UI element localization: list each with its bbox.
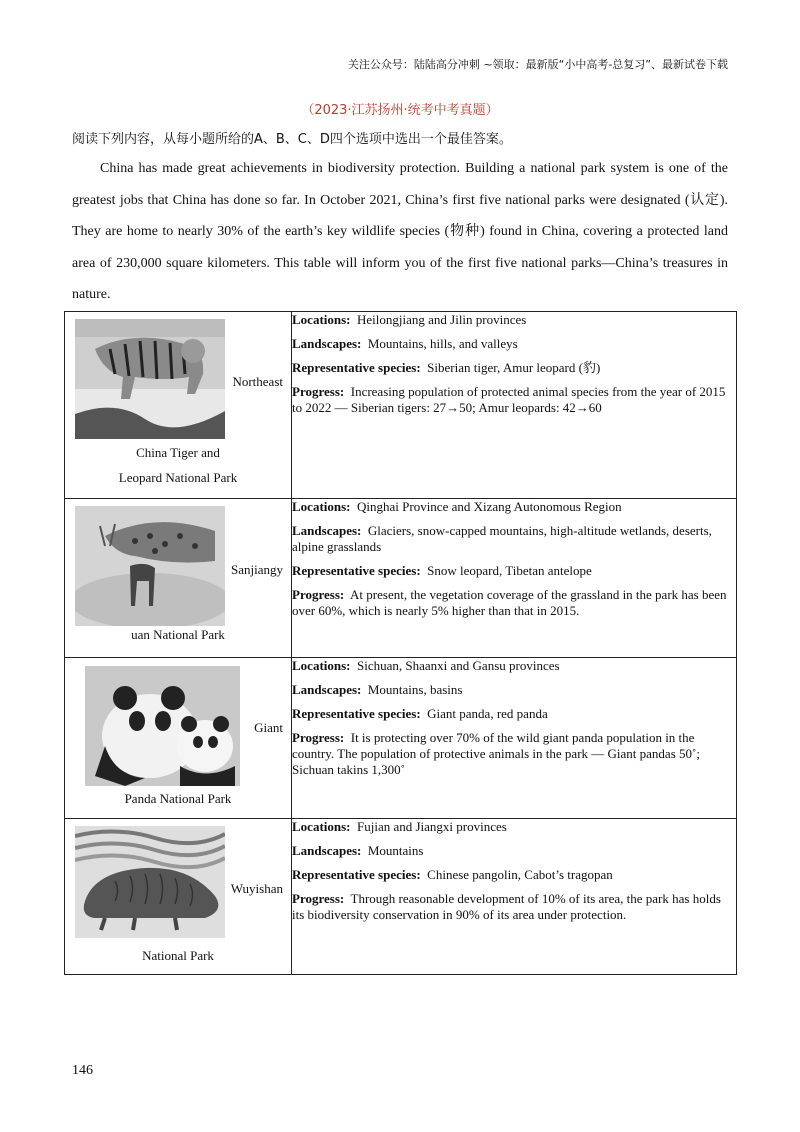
tiger-image xyxy=(75,319,225,439)
park-caption xyxy=(65,943,291,968)
progress-value: At present, the vegetation coverage of the grassland in the park has been over 60%, which is nearly 5% higher than that in 2015. xyxy=(292,587,727,618)
progress-line xyxy=(292,730,736,778)
locations-line xyxy=(292,658,736,674)
species-line xyxy=(292,360,736,376)
species-label: Representative species: xyxy=(292,360,421,375)
locations-label: Locations: xyxy=(292,312,351,327)
locations-label: Locations: xyxy=(292,819,351,834)
park-caption xyxy=(65,622,291,647)
landscapes-line xyxy=(292,336,736,352)
species-line xyxy=(292,867,736,883)
locations-label: Locations: xyxy=(292,658,351,673)
caption-line: Leopard National Park xyxy=(118,470,238,485)
landscapes-line xyxy=(292,843,736,859)
landscapes-value: Glaciers, snow-capped mountains, high-altitude wetlands, deserts, alpine grasslands xyxy=(292,523,712,554)
species-line xyxy=(292,563,736,579)
species-label: Representative species: xyxy=(292,867,421,882)
caption-line: National Park xyxy=(142,948,214,963)
progress-value: It is protecting over 70% of the wild giant panda population in the country. The population of protective animals in the park — Giant pandas 50˚; Sichuan takins 1,300˚ xyxy=(292,730,700,777)
species-value: Snow leopard, Tibetan antelope xyxy=(427,563,592,578)
park-name-part: Wuyishan xyxy=(230,881,283,896)
park-image-cell xyxy=(65,658,292,819)
progress-line xyxy=(292,891,736,923)
caption-line: Panda National Park xyxy=(124,791,232,806)
source-title: （2023·江苏扬州·统考中考真题） xyxy=(301,103,499,118)
header-note: 关注公众号：陆陆高分冲刺 ~领取：最新版“小中高考-总复习”、最新试卷下载 xyxy=(347,58,728,71)
species-value: Chinese pangolin, Cabot’s tragopan xyxy=(427,867,613,882)
park-row xyxy=(65,819,737,975)
locations-line xyxy=(292,819,736,835)
page-number: 146 xyxy=(72,1063,93,1078)
progress-line xyxy=(292,587,736,619)
parks-table xyxy=(64,311,737,975)
species-value: Siberian tiger, Amur leopard (豹) xyxy=(427,360,601,375)
landscapes-value: Mountains, hills, and valleys xyxy=(367,336,518,351)
snow-leopard-image xyxy=(75,506,225,626)
park-name-part: Sanjiangy xyxy=(231,562,283,577)
species-label: Representative species: xyxy=(292,706,421,721)
progress-label: Progress: xyxy=(292,587,345,602)
caption-line: uan National Park xyxy=(131,627,225,642)
landscapes-line xyxy=(292,682,736,698)
park-row xyxy=(65,658,737,819)
progress-value: Increasing population of protected animal species from the year of 2015 to 2022 — Siberian tigers: 27→50; Amur leopards: 42→60 xyxy=(292,384,726,415)
park-details xyxy=(292,819,737,975)
instructions: 阅读下列内容，从每小题所给的A、B、C、D四个选项中选出一个最佳答案。 xyxy=(72,132,512,147)
landscapes-label: Landscapes: xyxy=(292,336,362,351)
locations-line xyxy=(292,499,736,515)
landscapes-label: Landscapes: xyxy=(292,682,362,697)
progress-value: Through reasonable development of 10% of its area, the park has holds its biodiversity conservation in 90% of its area under protection. xyxy=(292,891,721,922)
landscapes-label: Landscapes: xyxy=(292,523,362,538)
landscapes-value: Mountains xyxy=(367,843,424,858)
species-label: Representative species: xyxy=(292,563,421,578)
progress-label: Progress: xyxy=(292,384,345,399)
landscapes-line xyxy=(292,523,736,555)
progress-label: Progress: xyxy=(292,730,345,745)
park-image-cell xyxy=(65,819,292,975)
species-line xyxy=(292,706,736,722)
locations-value: Qinghai Province and Xizang Autonomous Region xyxy=(357,499,622,514)
park-row xyxy=(65,499,737,658)
locations-value: Sichuan, Shaanxi and Gansu provinces xyxy=(357,658,560,673)
park-caption xyxy=(65,440,291,490)
passage: China has made great achievements in biodiversity protection. Building a national park system is one of the greatest jobs that China has done so far. In October 2021, China’s first five national parks were designated (认定). They are home to nearly 30% of the earth’s key wildlife species (物种) found in China, covering a protected land area of 230,000 square kilometers. This table will inform you of the first five national parks—China’s treasures in nature. xyxy=(72,161,728,302)
park-name-part: Northeast xyxy=(232,374,283,389)
park-details xyxy=(292,312,737,499)
park-image-cell xyxy=(65,312,292,499)
locations-value: Fujian and Jiangxi provinces xyxy=(357,819,507,834)
park-name-part: Giant xyxy=(254,720,283,735)
species-value: Giant panda, red panda xyxy=(427,706,548,721)
park-row xyxy=(65,312,737,499)
caption-line: China Tiger and xyxy=(136,445,220,460)
pangolin-image xyxy=(75,826,225,938)
locations-value: Heilongjiang and Jilin provinces xyxy=(357,312,527,327)
landscapes-value: Mountains, basins xyxy=(367,682,463,697)
park-details xyxy=(292,658,737,819)
park-details xyxy=(292,499,737,658)
progress-line xyxy=(292,384,736,416)
progress-label: Progress: xyxy=(292,891,345,906)
locations-label: Locations: xyxy=(292,499,351,514)
panda-image xyxy=(85,666,240,786)
landscapes-label: Landscapes: xyxy=(292,843,362,858)
park-image-cell xyxy=(65,499,292,658)
park-caption xyxy=(65,786,291,811)
locations-line xyxy=(292,312,736,328)
